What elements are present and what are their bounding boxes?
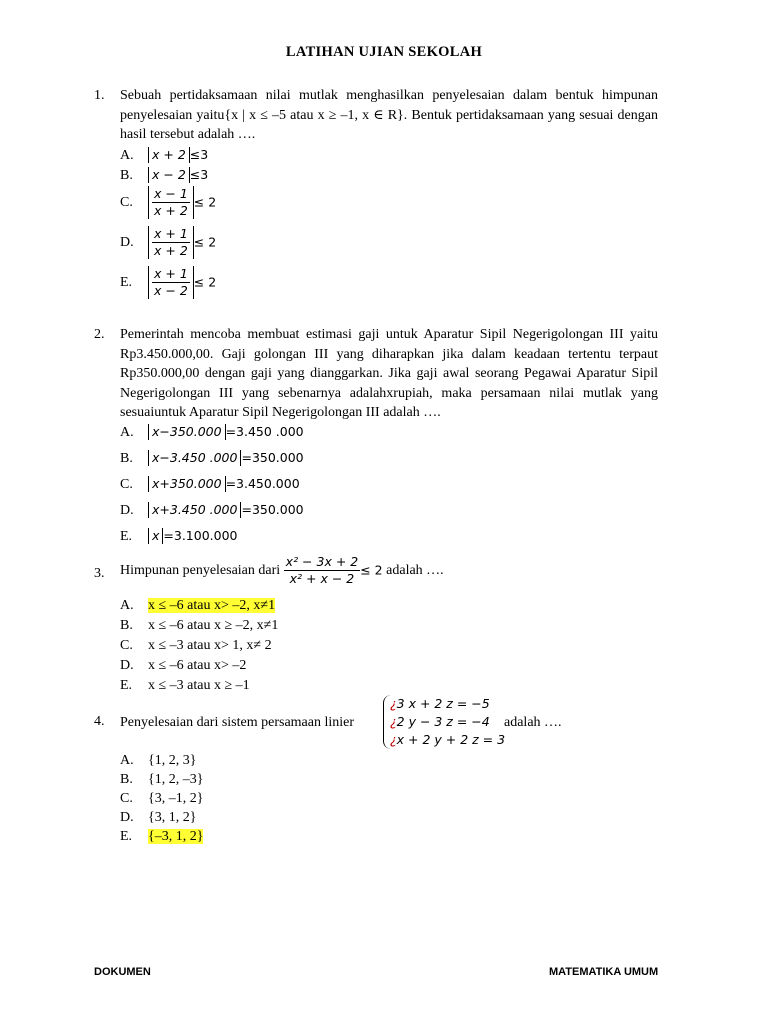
option-label: B. (120, 618, 133, 633)
inequality-rhs: ≤ 2 (360, 562, 383, 578)
abs-expression: x − 2 (148, 167, 190, 183)
fraction-numerator: x + 1 (154, 226, 188, 241)
q3-option-b (120, 617, 278, 635)
option-label: B. (120, 772, 133, 787)
q3-option-e (120, 677, 250, 695)
option-text: {3, 1, 2} (148, 810, 197, 825)
fraction-numerator: x² − 3x + 2 (285, 554, 359, 569)
equation-glyph: ¿ (390, 732, 397, 747)
option-label: D. (120, 658, 134, 673)
question-4-number: 4. (94, 714, 105, 729)
abs-expression: x + 2 (148, 147, 190, 163)
q2-option-a (120, 423, 304, 442)
fraction-numerator: x + 1 (154, 266, 188, 281)
option-label: C. (120, 638, 133, 653)
equation-3 (390, 731, 506, 749)
question-3-text (120, 554, 444, 587)
highlighted-answer: x ≤ –6 atau x> –2, x≠1 (148, 598, 276, 613)
option-label: A. (120, 148, 134, 163)
option-label: D. (120, 503, 134, 518)
equation-glyph: ¿ (390, 696, 397, 711)
footer-left: DOKUMEN (94, 966, 151, 978)
q1-option-e (120, 266, 216, 299)
option-rhs: ≤ 2 (193, 234, 217, 250)
equation-system (383, 695, 506, 749)
equation-text: 2 y − 3 z = −4 (396, 714, 490, 729)
option-label: E. (120, 274, 133, 290)
option-text: x ≤ –3 atau x> 1, x≠ 2 (148, 638, 272, 653)
q3-option-d (120, 657, 246, 675)
option-label: A. (120, 425, 134, 440)
q1-option-c (120, 186, 216, 219)
option-label: C. (120, 791, 133, 806)
footer-right: MATEMATIKA UMUM (549, 966, 659, 978)
abs-expression: x+350.000 (148, 476, 226, 492)
option-label: C. (120, 194, 133, 210)
question-1-text (120, 86, 658, 145)
option-label: D. (120, 234, 134, 250)
option-rhs: =3.450.000 (225, 476, 300, 491)
question-3-text-b: adalah …. (386, 562, 444, 578)
option-text: {1, 2, 3} (148, 753, 197, 768)
q2-option-d (120, 501, 304, 520)
option-label: A. (120, 598, 134, 613)
q4-option-e (120, 828, 203, 846)
fraction-denominator: x + 2 (154, 243, 188, 258)
q4-option-b (120, 771, 203, 789)
q3-option-c (120, 637, 272, 655)
option-text: {3, –1, 2} (148, 791, 204, 806)
question-1-set: {x | x ≤ –5 atau x ≥ –1, x ∈ R} (224, 107, 404, 123)
option-text: x ≤ –3 atau x ≥ –1 (148, 678, 250, 693)
option-label: B. (120, 168, 133, 183)
q2-option-b (120, 449, 304, 468)
question-2-number: 2. (94, 327, 105, 342)
q1-option-b (120, 166, 208, 185)
page-title: LATIHAN UJIAN SEKOLAH (285, 44, 483, 60)
option-rhs: ≤ 2 (193, 274, 217, 290)
question-4-text-b: adalah …. (504, 715, 562, 730)
option-rhs: =3.450 .000 (225, 424, 304, 439)
question-1-text-a: Sebuah pertidaksamaan nilai mutlak menghasilkan penyelesaian dalam bentuk himpunan penyelesaian yaitu (120, 88, 658, 123)
option-rhs: =350.000 (241, 450, 304, 465)
equation-glyph: ¿ (390, 714, 397, 729)
option-label: C. (120, 477, 133, 492)
q2-option-e (120, 527, 238, 546)
q4-option-c (120, 790, 203, 808)
option-label: A. (120, 753, 134, 768)
option-rhs: ≤3 (189, 167, 209, 182)
option-label: E. (120, 678, 133, 693)
question-4-text-a: Penyelesaian dari sistem persamaan linier (120, 715, 355, 730)
question-1-number: 1. (94, 88, 105, 103)
fraction-denominator: x − 2 (154, 283, 188, 298)
question-1-text-b: . Bentuk pertidaksamaan yang sesuai dengan hasil tersebut adalah …. (120, 107, 658, 142)
fraction-denominator: x + 2 (154, 203, 188, 218)
equation-text: 3 x + 2 z = −5 (396, 696, 490, 711)
q4-option-a (120, 752, 196, 770)
question-3-text-a: Himpunan penyelesaian dari (120, 562, 281, 578)
equation-1 (390, 695, 500, 713)
fraction-numerator: x − 1 (154, 186, 188, 201)
q1-option-d (120, 226, 216, 259)
option-text: {1, 2, –3} (148, 772, 204, 787)
equation-2 (390, 713, 500, 731)
option-label: E. (120, 829, 133, 844)
option-rhs: ≤ 2 (193, 194, 217, 210)
option-label: B. (120, 451, 133, 466)
q4-option-d (120, 809, 196, 827)
abs-expression: x (148, 528, 163, 544)
q2-option-c (120, 475, 300, 494)
option-text: x ≤ –6 atau x> –2 (148, 658, 247, 673)
option-rhs: =3.100.000 (163, 528, 238, 543)
abs-expression: x−3.450 .000 (148, 450, 241, 466)
q3-option-a (120, 597, 275, 615)
equation-text: x + 2 y + 2 z = 3 (396, 732, 506, 747)
option-rhs: =350.000 (241, 502, 304, 517)
fraction-denominator: x² + x − 2 (284, 570, 361, 587)
question-2-text: Pemerintah mencoba membuat estimasi gaji untuk Aparatur Sipil Negerigolongan III yaitu Rp3.450.000,00. Gaji golongan III yang diharapkan jika dalam keadaan tertentu terpaut Rp350.000,00 dengan gaji yang dianggarkan. Jika gaji awal seorang Pegawai Aparatur Sipil Negerigolongan III yang sebenarnya adalahxrupiah, maka persamaan nilai mutlak yang sesuaiuntuk Aparatur Sipil Negerigolongan III adalah …. (120, 327, 658, 420)
question-3-number: 3. (94, 566, 105, 581)
option-text: x ≤ –6 atau x ≥ –2, x≠1 (148, 618, 279, 633)
q1-option-a (120, 146, 208, 165)
abs-expression: x−350.000 (148, 424, 226, 440)
option-label: E. (120, 529, 133, 544)
option-label: D. (120, 810, 134, 825)
highlighted-answer: {–3, 1, 2} (148, 829, 204, 844)
abs-expression: x+3.450 .000 (148, 502, 241, 518)
option-rhs: ≤3 (189, 147, 209, 162)
